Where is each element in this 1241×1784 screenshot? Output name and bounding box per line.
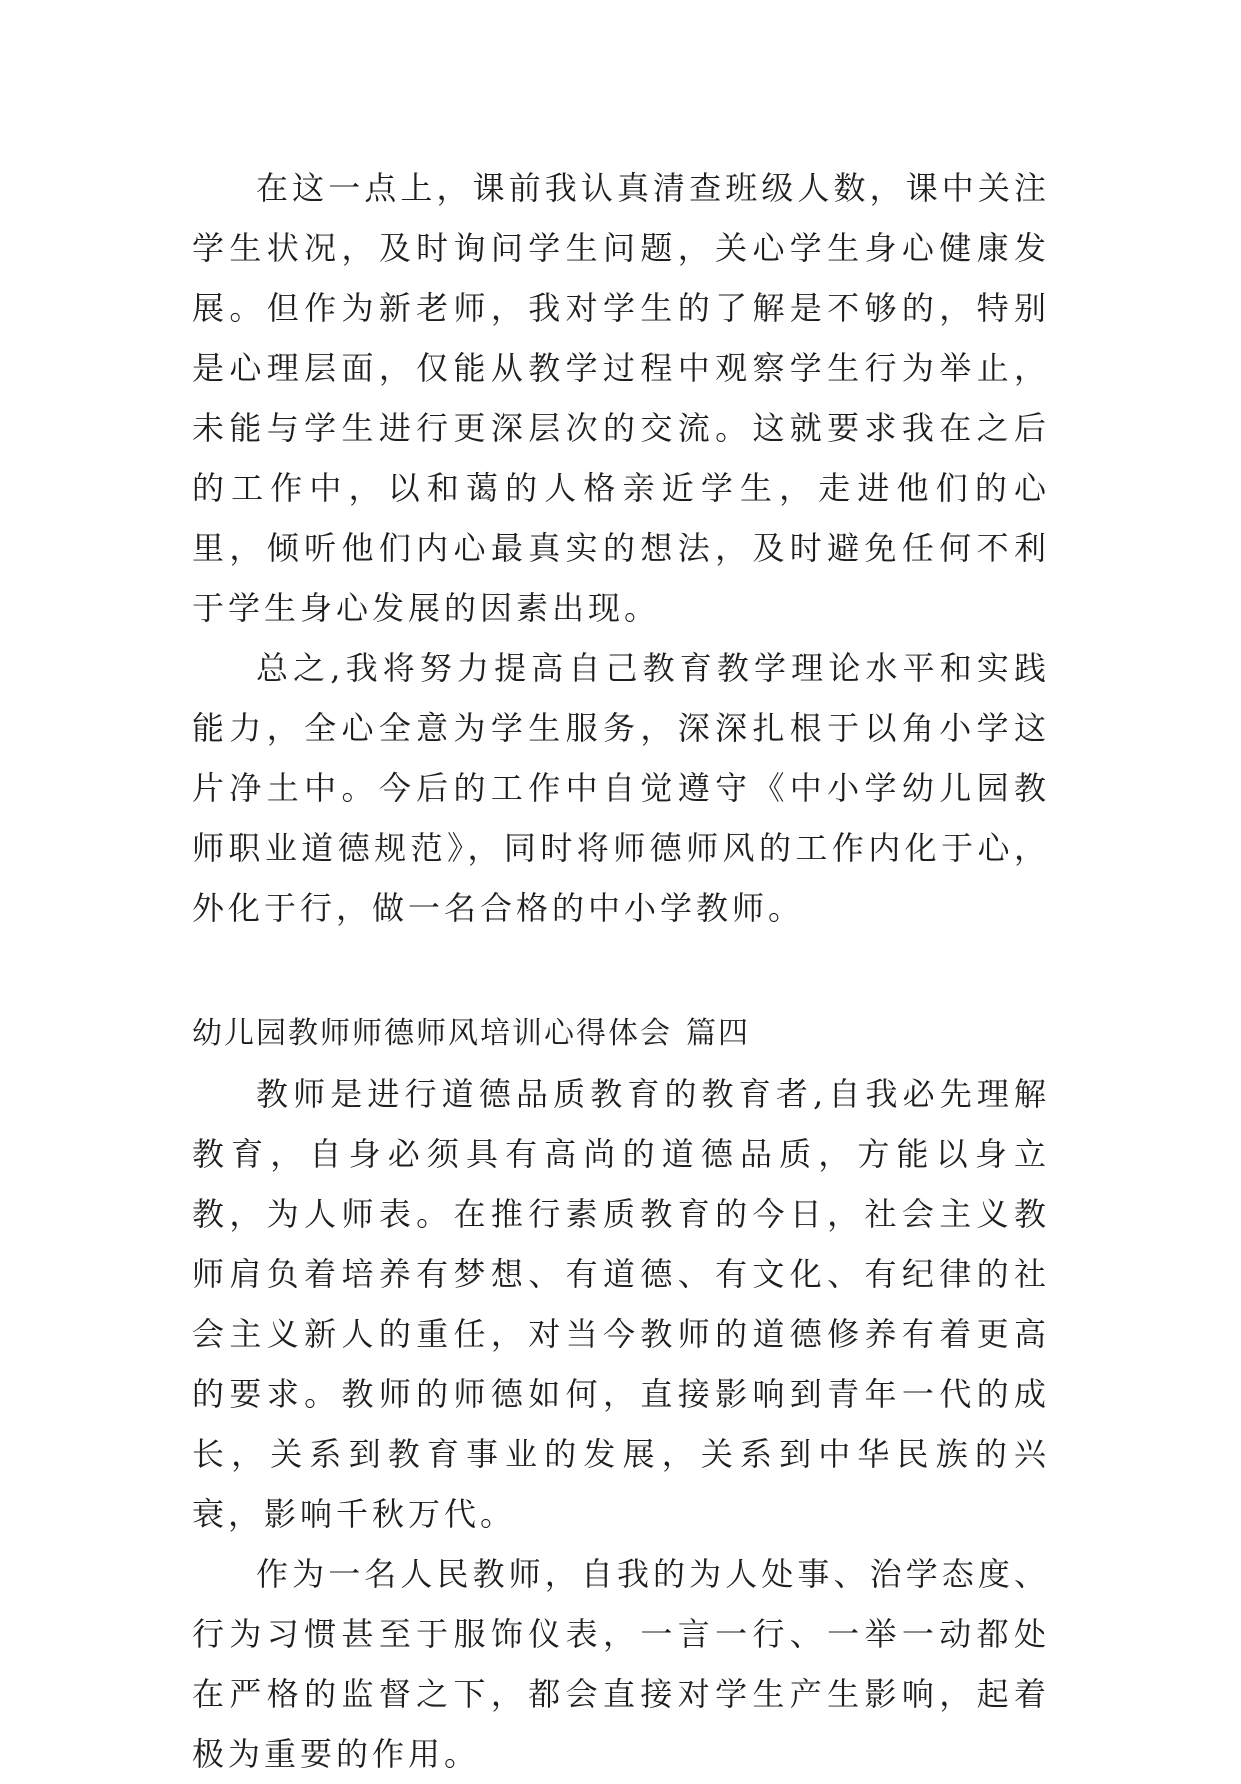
paragraph-student-care: 在这一点上，课前我认真清查班级人数，课中关注学生状况，及时询问学生问题，关心学生身心健康发展。但作为新老师，我对学生的了解是不够的，特别是心理层面，仅能从教学过程中观察学生行为举止，未能与学生进行更深层次的交流。这就要求我在之后的工作中，以和蔼的人格亲近学生，走进他们的心里，倾听他们内心最真实的想法，及时避免任何不利于学生身心发展的因素出现。 [192, 169, 1050, 627]
section-heading [192, 1004, 1050, 1064]
paragraph-teacher-morality: 教师是进行道德品质教育的教育者,自我必先理解教育，自身必须具有高尚的道德品质，方能以身立教，为人师表。在推行素质教育的今日，社会主义教师肩负着培养有梦想、有道德、有文化、有纪律的社会主义新人的重任，对当今教师的道德修养有着更高的要求。教师的师德如何，直接影响到青年一代的成长，关系到教育事业的发展，关系到中华民族的兴衰，影响千秋万代。 [192, 1075, 1050, 1533]
section-number: 篇四 [686, 1016, 750, 1051]
paragraph-teacher-conduct: 作为一名人民教师，自我的为人处事、治学态度、行为习惯甚至于服饰仪表，一言一行、一举一动都处在严格的监督之下，都会直接对学生产生影响，起着极为重要的作用。 [192, 1555, 1050, 1773]
paragraph-conclusion: 总之,我将努力提高自己教育教学理论水平和实践能力，全心全意为学生服务，深深扎根于以角小学这片净土中。今后的工作中自觉遵守《中小学幼儿园教师职业道德规范》，同时将师德师风的工作内化于心，外化于行，做一名合格的中小学教师。 [192, 649, 1050, 927]
document-body [192, 158, 1050, 1784]
section-title: 幼儿园教师师德师风培训心得体会 [192, 1016, 672, 1051]
